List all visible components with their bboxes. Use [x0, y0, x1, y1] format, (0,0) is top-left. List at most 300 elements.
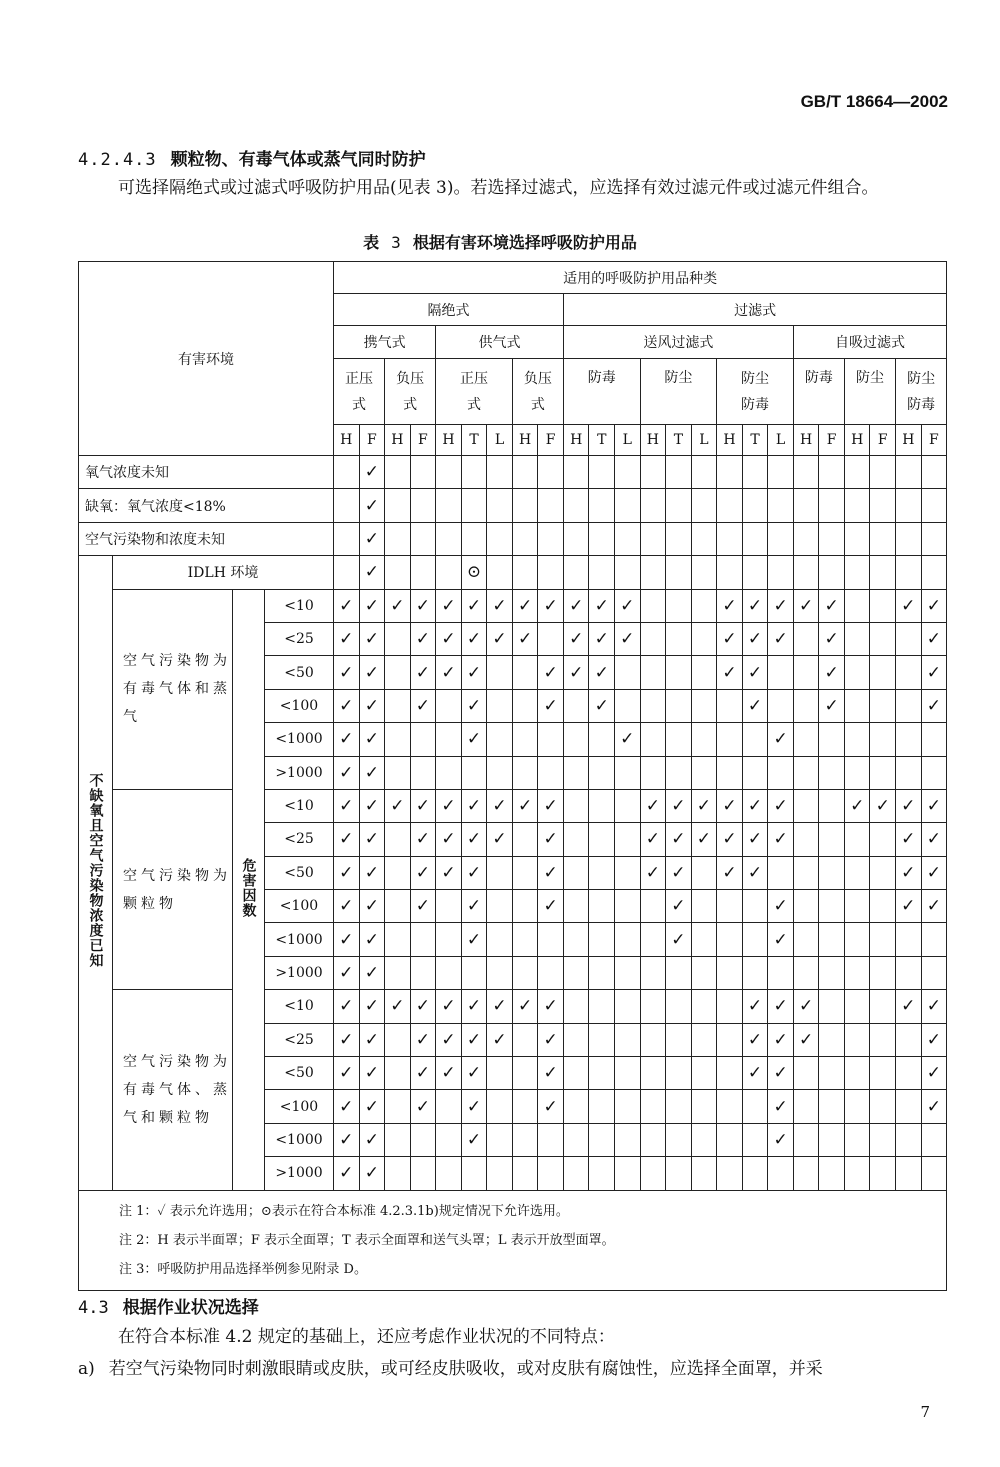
empty-cell: [793, 556, 819, 589]
empty-cell: [844, 522, 870, 555]
check-mark: ✓: [615, 622, 641, 655]
empty-cell: [563, 923, 589, 956]
check-mark: ✓: [768, 789, 794, 822]
empty-cell: [870, 723, 896, 756]
empty-cell: [896, 656, 922, 689]
check-mark: ✓: [461, 622, 487, 655]
vertical-label: 危害因数: [240, 857, 257, 918]
row-label: 氧气浓度未知: [79, 456, 334, 489]
empty-cell: [563, 990, 589, 1023]
empty-cell: [768, 956, 794, 989]
empty-cell: [436, 522, 462, 555]
empty-cell: [870, 656, 896, 689]
empty-cell: [461, 456, 487, 489]
empty-cell: [896, 1090, 922, 1123]
empty-cell: [589, 789, 615, 822]
empty-cell: [487, 522, 513, 555]
empty-cell: [487, 956, 513, 989]
empty-cell: [844, 589, 870, 622]
check-mark: ✓: [768, 990, 794, 1023]
empty-cell: [870, 956, 896, 989]
check-mark: ✓: [717, 789, 743, 822]
header-powered-dust: 防尘: [640, 359, 717, 425]
empty-cell: [921, 923, 947, 956]
check-mark: ✓: [538, 789, 564, 822]
check-mark: ✓: [436, 656, 462, 689]
empty-cell: [563, 556, 589, 589]
check-mark: ✓: [410, 589, 436, 622]
check-mark: ✓: [359, 622, 385, 655]
check-mark: ✓: [436, 622, 462, 655]
header-self-priming: 自吸过滤式: [793, 326, 946, 359]
empty-cell: [640, 456, 666, 489]
check-mark: ✓: [921, 689, 947, 722]
empty-cell: [819, 456, 845, 489]
empty-cell: [589, 1090, 615, 1123]
check-mark: ✓: [921, 890, 947, 923]
empty-cell: [768, 756, 794, 789]
hazard-factor-value: >1000: [265, 1157, 334, 1190]
check-mark: ✓: [461, 890, 487, 923]
check-mark: ✓: [589, 656, 615, 689]
check-mark: ✓: [359, 556, 385, 589]
table-row: [79, 990, 947, 1023]
empty-cell: [921, 1123, 947, 1156]
empty-cell: [691, 689, 717, 722]
check-mark: ✓: [896, 823, 922, 856]
check-mark: ✓: [538, 589, 564, 622]
empty-cell: [385, 890, 411, 923]
column-code: F: [359, 425, 385, 456]
empty-cell: [487, 890, 513, 923]
hazard-factor-value: <50: [265, 656, 334, 689]
column-code: T: [742, 425, 768, 456]
check-mark: ✓: [359, 456, 385, 489]
check-mark: ✓: [385, 990, 411, 1023]
empty-cell: [844, 990, 870, 1023]
check-mark: ✓: [768, 1090, 794, 1123]
empty-cell: [896, 756, 922, 789]
empty-cell: [717, 990, 743, 1023]
empty-cell: [512, 956, 538, 989]
empty-cell: [461, 1157, 487, 1190]
hazard-factor-value: <10: [265, 990, 334, 1023]
check-mark: ✓: [410, 1090, 436, 1123]
row-label: 缺氧：氧气浓度<18%: [79, 489, 334, 522]
check-mark: ✓: [742, 823, 768, 856]
empty-cell: [793, 723, 819, 756]
check-mark: ✓: [921, 1090, 947, 1123]
header-self-gas: 防毒: [793, 359, 844, 425]
empty-cell: [334, 556, 360, 589]
section-43-body: 在符合本标准 4.2 规定的基础上，还应考虑作业状况的不同特点：: [118, 1327, 615, 1347]
empty-cell: [563, 1090, 589, 1123]
empty-cell: [691, 1123, 717, 1156]
check-mark: ✓: [436, 856, 462, 889]
hazard-factor-value: <10: [265, 589, 334, 622]
empty-cell: [742, 556, 768, 589]
check-mark: ✓: [538, 1057, 564, 1090]
empty-cell: [844, 1123, 870, 1156]
check-mark: ✓: [359, 1157, 385, 1190]
standard-number: GB/T 18664—2002: [800, 92, 948, 111]
pollutant-group-label: 空气污染物为有毒气体和蒸气: [113, 589, 233, 789]
empty-cell: [615, 1023, 641, 1056]
check-mark: ✓: [461, 656, 487, 689]
empty-cell: [615, 956, 641, 989]
caption-title: 根据有害环境选择呼吸防护用品: [412, 233, 637, 252]
empty-cell: [385, 622, 411, 655]
empty-cell: [844, 1157, 870, 1190]
empty-cell: [666, 756, 692, 789]
empty-cell: [793, 1090, 819, 1123]
hazard-factor-value: <100: [265, 689, 334, 722]
empty-cell: [436, 890, 462, 923]
empty-cell: [436, 723, 462, 756]
empty-cell: [819, 1157, 845, 1190]
header-self-dust: 防尘: [844, 359, 895, 425]
check-mark: ✓: [563, 589, 589, 622]
empty-cell: [896, 689, 922, 722]
check-mark: ✓: [359, 823, 385, 856]
empty-cell: [385, 489, 411, 522]
empty-cell: [615, 1090, 641, 1123]
empty-cell: [691, 622, 717, 655]
pollutant-group-label: 空气污染物为有毒气体、蒸气和颗粒物: [113, 990, 233, 1190]
check-mark: ✓: [487, 1023, 513, 1056]
empty-cell: [768, 456, 794, 489]
empty-cell: [487, 1123, 513, 1156]
empty-cell: [640, 1090, 666, 1123]
empty-cell: [896, 622, 922, 655]
empty-cell: [589, 756, 615, 789]
empty-cell: [844, 1090, 870, 1123]
empty-cell: [589, 1157, 615, 1190]
table-row: [79, 589, 947, 622]
empty-cell: [691, 1023, 717, 1056]
empty-cell: [691, 589, 717, 622]
empty-cell: [896, 489, 922, 522]
check-mark: ✓: [640, 823, 666, 856]
check-mark: ✓: [334, 890, 360, 923]
check-mark: ✓: [921, 1057, 947, 1090]
table-note: 注 3：呼吸防护用品选择举例参见附录 D。: [119, 1261, 367, 1277]
check-mark: ✓: [819, 589, 845, 622]
empty-cell: [691, 1057, 717, 1090]
caption-prefix: 表: [363, 233, 380, 252]
hazard-factor-value: <1000: [265, 1123, 334, 1156]
table-row: [79, 789, 947, 822]
empty-cell: [844, 456, 870, 489]
empty-cell: [640, 656, 666, 689]
empty-cell: [589, 456, 615, 489]
check-mark: ✓: [742, 856, 768, 889]
section-43-heading: [78, 1293, 259, 1318]
empty-cell: [870, 756, 896, 789]
empty-cell: [691, 556, 717, 589]
column-code: F: [819, 425, 845, 456]
check-mark: ✓: [768, 723, 794, 756]
empty-cell: [385, 923, 411, 956]
empty-cell: [819, 756, 845, 789]
empty-cell: [615, 990, 641, 1023]
check-mark: ✓: [410, 622, 436, 655]
empty-cell: [436, 1123, 462, 1156]
check-mark: ✓: [742, 1023, 768, 1056]
check-mark: ✓: [793, 1023, 819, 1056]
empty-cell: [819, 990, 845, 1023]
check-mark: ✓: [461, 1090, 487, 1123]
empty-cell: [512, 890, 538, 923]
empty-cell: [512, 456, 538, 489]
empty-cell: [691, 656, 717, 689]
empty-cell: [844, 856, 870, 889]
empty-cell: [691, 456, 717, 489]
empty-cell: [844, 489, 870, 522]
empty-cell: [666, 622, 692, 655]
empty-cell: [717, 556, 743, 589]
empty-cell: [742, 489, 768, 522]
empty-cell: [589, 556, 615, 589]
empty-cell: [589, 823, 615, 856]
check-mark: ✓: [334, 656, 360, 689]
empty-cell: [793, 1123, 819, 1156]
check-mark: ✓: [487, 990, 513, 1023]
empty-cell: [487, 656, 513, 689]
check-mark: ✓: [334, 956, 360, 989]
empty-cell: [461, 956, 487, 989]
empty-cell: [385, 1157, 411, 1190]
empty-cell: [717, 489, 743, 522]
header-pos-pressure-1: 正压式: [334, 359, 385, 425]
check-mark: ✓: [385, 589, 411, 622]
table-note: 注 1：✓ 表示允许选用；⊙表示在符合本标准 4.2.3.1b)规定情况下允许选用。: [119, 1203, 569, 1219]
empty-cell: [436, 756, 462, 789]
check-mark: ✓: [334, 1057, 360, 1090]
check-mark: ✓: [334, 789, 360, 822]
empty-cell: [538, 923, 564, 956]
check-mark: ✓: [436, 1057, 462, 1090]
empty-cell: [691, 923, 717, 956]
header-powered-gas: 防毒: [563, 359, 640, 425]
hazard-factor-value: <50: [265, 856, 334, 889]
empty-cell: [640, 890, 666, 923]
check-mark: ✓: [666, 856, 692, 889]
hazard-factor-value: <1000: [265, 723, 334, 756]
empty-cell: [666, 522, 692, 555]
check-mark: ✓: [563, 656, 589, 689]
header-respirator-types: 适用的呼吸防护用品种类: [334, 262, 947, 294]
empty-cell: [615, 689, 641, 722]
empty-cell: [563, 1157, 589, 1190]
empty-cell: [844, 823, 870, 856]
row-label: 空气污染物和浓度未知: [79, 522, 334, 555]
check-mark: ✓: [666, 923, 692, 956]
check-mark: ✓: [461, 589, 487, 622]
check-mark: ✓: [538, 990, 564, 1023]
empty-cell: [717, 923, 743, 956]
empty-cell: [640, 689, 666, 722]
empty-cell: [666, 990, 692, 1023]
empty-cell: [512, 1123, 538, 1156]
empty-cell: [691, 522, 717, 555]
check-mark: ✓: [410, 990, 436, 1023]
header-neg-pressure-1: 负压式: [385, 359, 436, 425]
empty-cell: [717, 1157, 743, 1190]
hazard-factor-value: <100: [265, 1090, 334, 1123]
check-mark: ✓: [921, 622, 947, 655]
check-mark: ✓: [742, 789, 768, 822]
check-mark: ✓: [410, 656, 436, 689]
empty-cell: [896, 723, 922, 756]
empty-cell: [896, 456, 922, 489]
empty-cell: [487, 456, 513, 489]
check-mark: ✓: [717, 622, 743, 655]
check-mark: ✓: [896, 990, 922, 1023]
vertical-label: 不缺氧且空气污染物浓度已知: [87, 773, 104, 969]
empty-cell: [819, 1057, 845, 1090]
check-mark: ✓: [359, 923, 385, 956]
empty-cell: [615, 789, 641, 822]
empty-cell: [589, 723, 615, 756]
hazard-factor-value: <25: [265, 1023, 334, 1056]
check-mark: ✓: [487, 789, 513, 822]
empty-cell: [896, 923, 922, 956]
empty-cell: [385, 656, 411, 689]
check-mark: ✓: [410, 789, 436, 822]
empty-cell: [870, 990, 896, 1023]
check-mark: ✓: [768, 622, 794, 655]
empty-cell: [742, 1123, 768, 1156]
empty-cell: [717, 1023, 743, 1056]
empty-cell: [793, 856, 819, 889]
hazard-factor-value: <25: [265, 823, 334, 856]
check-mark: ✓: [589, 689, 615, 722]
check-mark: ✓: [461, 990, 487, 1023]
empty-cell: [870, 556, 896, 589]
column-code: H: [717, 425, 743, 456]
empty-cell: [512, 689, 538, 722]
check-mark: ✓: [385, 789, 411, 822]
table-notes: [79, 1190, 947, 1290]
empty-cell: [793, 823, 819, 856]
check-mark: ✓: [359, 656, 385, 689]
empty-cell: [896, 1057, 922, 1090]
empty-cell: [487, 756, 513, 789]
empty-cell: [589, 956, 615, 989]
empty-cell: [538, 723, 564, 756]
idlh-label: IDLH 环境: [113, 556, 334, 589]
empty-cell: [487, 856, 513, 889]
empty-cell: [385, 556, 411, 589]
check-mark: ✓: [334, 990, 360, 1023]
empty-cell: [512, 923, 538, 956]
empty-cell: [538, 1123, 564, 1156]
empty-cell: [563, 689, 589, 722]
check-mark: ✓: [461, 789, 487, 822]
empty-cell: [512, 556, 538, 589]
empty-cell: [666, 1123, 692, 1156]
check-mark: ✓: [717, 656, 743, 689]
empty-cell: [334, 489, 360, 522]
empty-cell: [819, 923, 845, 956]
pollutant-group-label: 空气污染物为颗粒物: [113, 789, 233, 989]
check-mark: ✓: [666, 823, 692, 856]
empty-cell: [410, 522, 436, 555]
empty-cell: [742, 456, 768, 489]
empty-cell: [640, 1123, 666, 1156]
check-mark: ✓: [538, 823, 564, 856]
empty-cell: [793, 622, 819, 655]
column-code: T: [589, 425, 615, 456]
empty-cell: [666, 1157, 692, 1190]
empty-cell: [717, 1057, 743, 1090]
check-mark: ✓: [921, 656, 947, 689]
hazard-factor-value: >1000: [265, 756, 334, 789]
empty-cell: [844, 689, 870, 722]
empty-cell: [870, 1023, 896, 1056]
empty-cell: [487, 1057, 513, 1090]
empty-cell: [640, 923, 666, 956]
empty-cell: [563, 789, 589, 822]
empty-cell: [563, 456, 589, 489]
empty-cell: [896, 556, 922, 589]
empty-cell: [538, 956, 564, 989]
check-mark: ✓: [921, 856, 947, 889]
empty-cell: [385, 1057, 411, 1090]
empty-cell: [538, 622, 564, 655]
empty-cell: [538, 556, 564, 589]
empty-cell: [793, 656, 819, 689]
check-mark: ✓: [359, 1123, 385, 1156]
empty-cell: [691, 756, 717, 789]
column-code: H: [385, 425, 411, 456]
empty-cell: [870, 589, 896, 622]
empty-cell: [819, 1123, 845, 1156]
check-mark: ✓: [589, 589, 615, 622]
check-mark: ✓: [870, 789, 896, 822]
empty-cell: [793, 1057, 819, 1090]
check-mark: ✓: [334, 589, 360, 622]
check-mark: ✓: [844, 789, 870, 822]
check-mark: ✓: [768, 923, 794, 956]
check-mark: ✓: [538, 1090, 564, 1123]
hazard-factor-value: <10: [265, 789, 334, 822]
empty-cell: [538, 1157, 564, 1190]
empty-cell: [870, 489, 896, 522]
empty-cell: [640, 990, 666, 1023]
column-code: H: [793, 425, 819, 456]
section-title: 根据作业状况选择: [122, 1298, 259, 1318]
empty-cell: [461, 522, 487, 555]
empty-cell: [461, 489, 487, 522]
empty-cell: [487, 723, 513, 756]
header-pos-pressure-2: 正压式: [436, 359, 513, 425]
empty-cell: [563, 890, 589, 923]
empty-cell: [819, 522, 845, 555]
empty-cell: [666, 656, 692, 689]
empty-cell: [717, 723, 743, 756]
table-row: [79, 556, 947, 589]
empty-cell: [512, 1157, 538, 1190]
empty-cell: [666, 1023, 692, 1056]
empty-cell: [666, 489, 692, 522]
empty-cell: [410, 956, 436, 989]
check-mark: ✓: [768, 890, 794, 923]
empty-cell: [385, 1090, 411, 1123]
check-mark: ✓: [359, 689, 385, 722]
empty-cell: [615, 489, 641, 522]
